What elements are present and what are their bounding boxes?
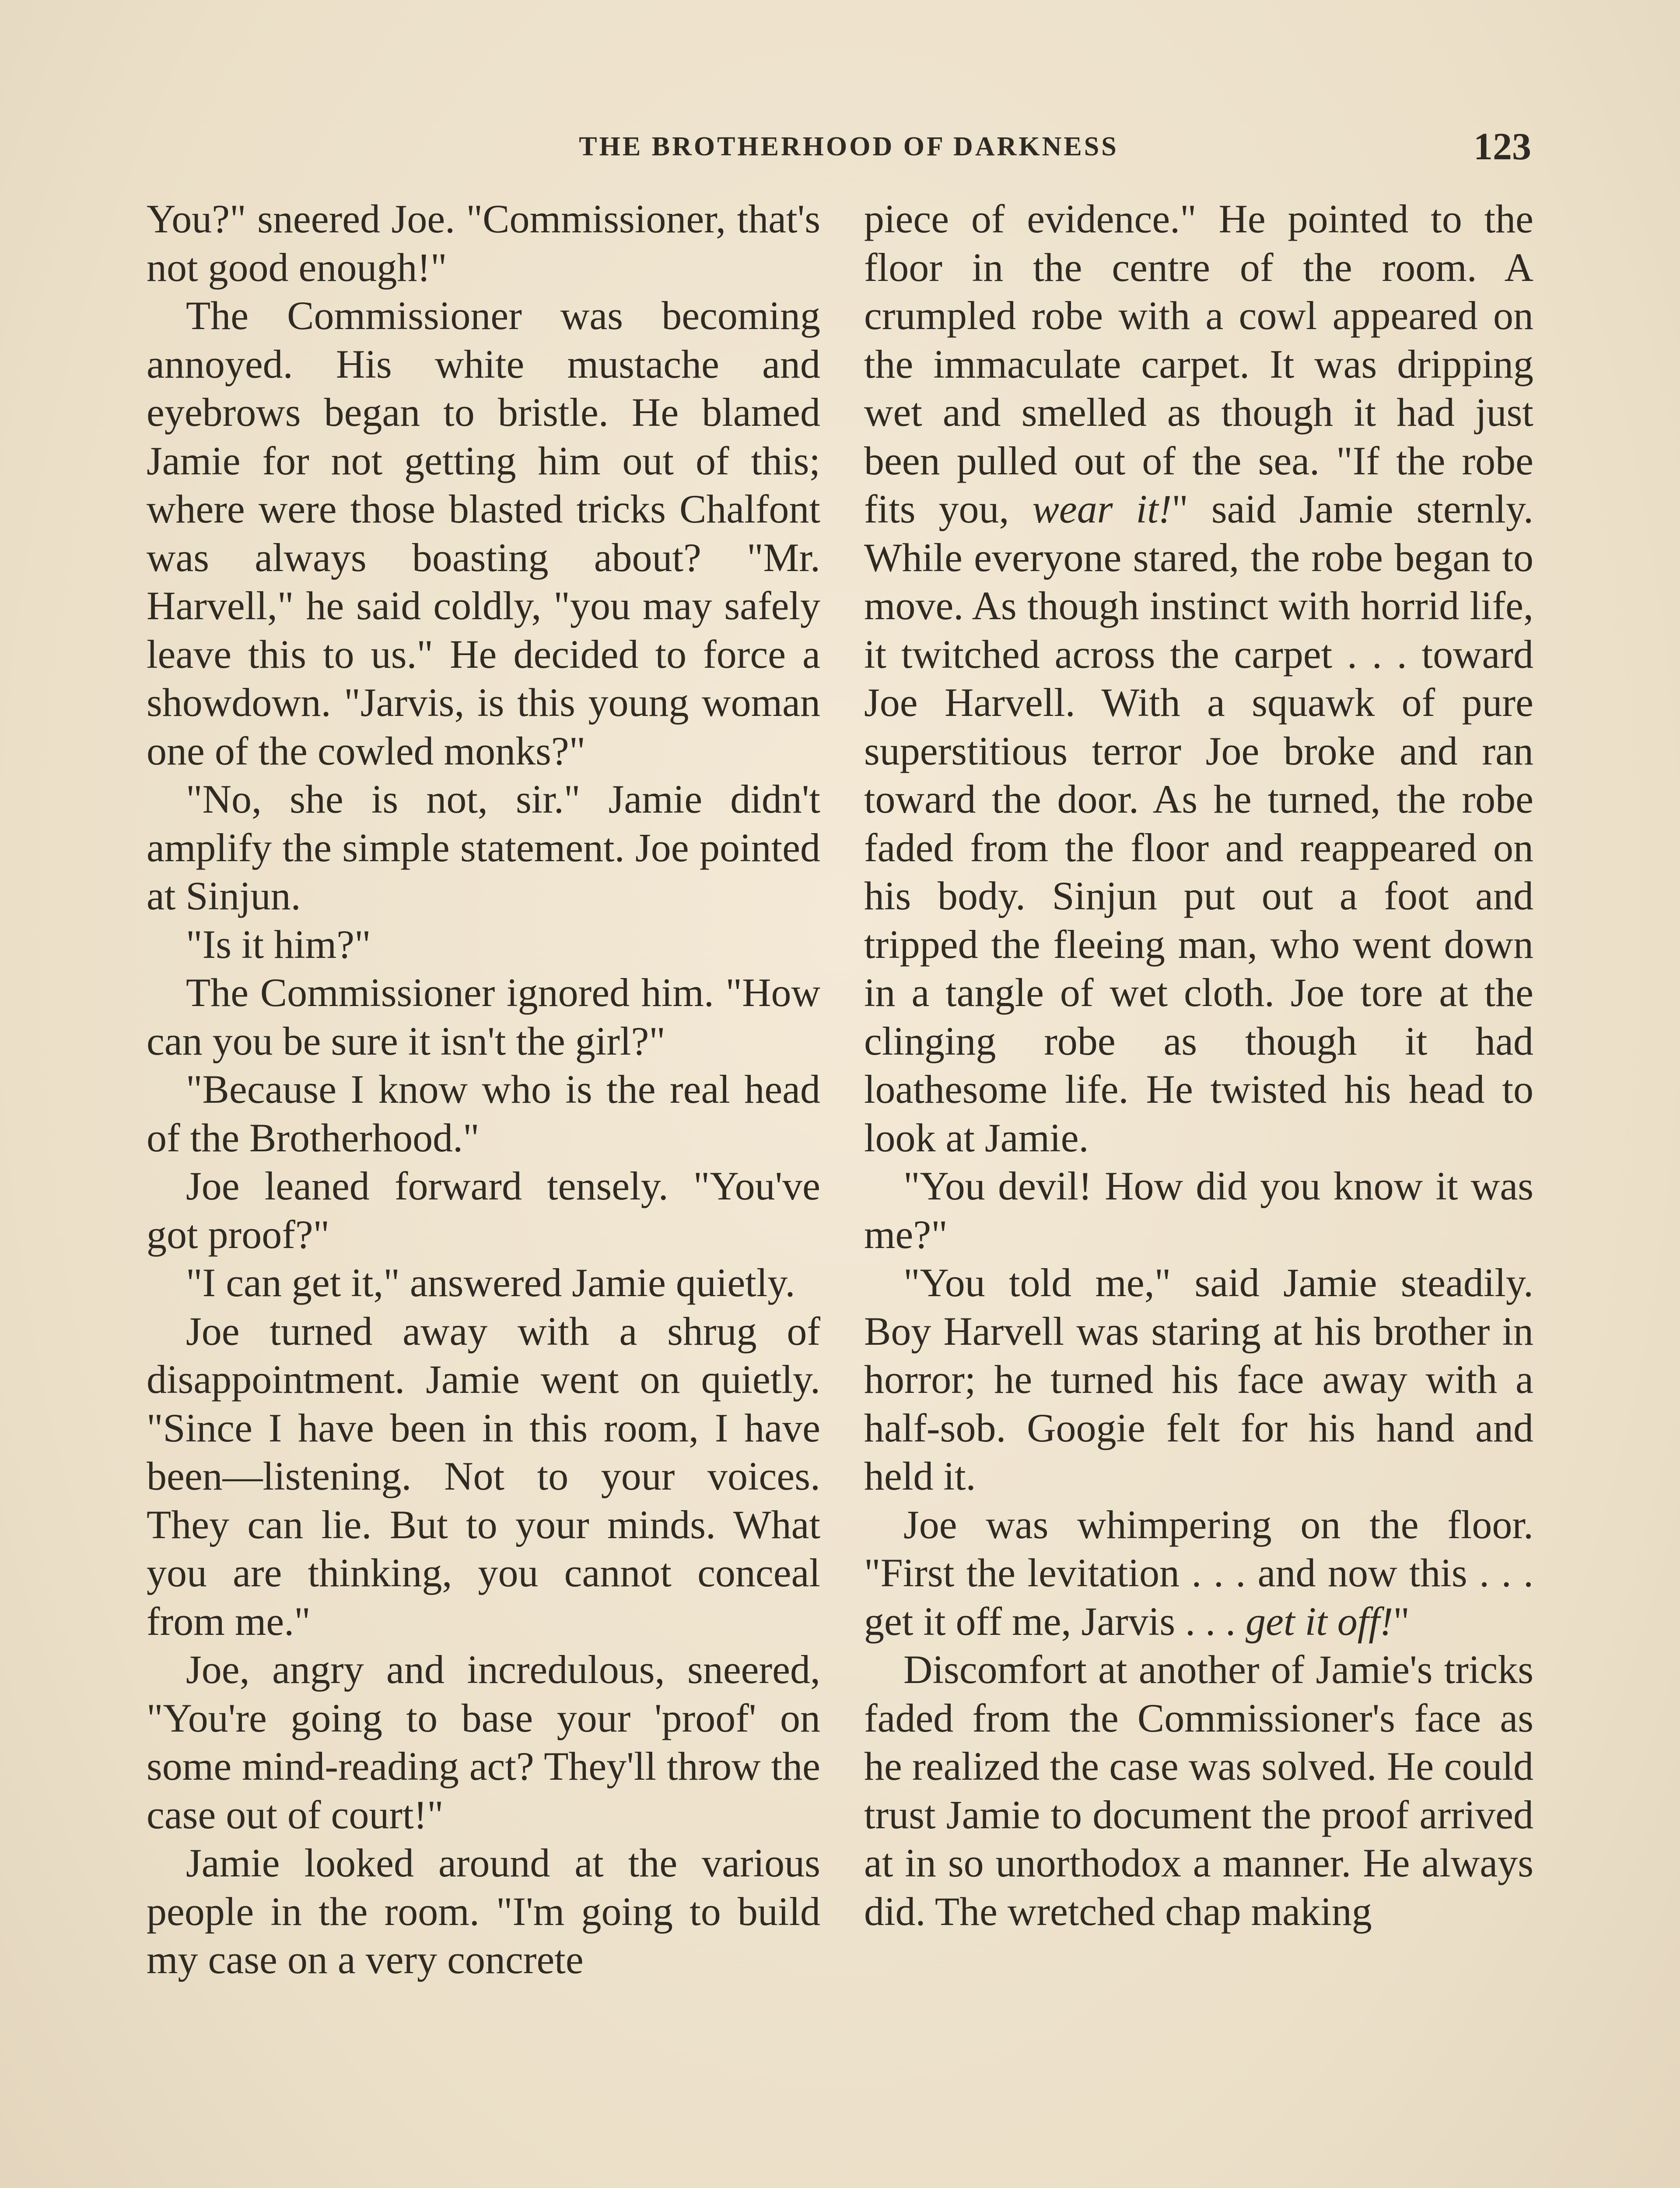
running-title: THE BROTHERHOOD OF DARKNESS [579,132,1119,161]
paragraph: The Commissioner ignored him. "How can you be sure it isn't the girl?" [147,970,820,1063]
paragraph: Jamie looked around at the various people in the room. "I'm going to build my case on a very concrete [147,1841,820,1982]
paragraph: "Is it him?" [186,922,371,967]
text-run: Joe was whimpering on the floor. "First the levitation . . . and now this . . . get it off me, Jarvis . . . [864,1502,1533,1644]
paragraph: "Because I know who is the real head of the Brotherhood." [147,1067,820,1160]
paragraph [864,1501,1533,1646]
paragraph: "You devil! How did you know it was me?" [864,1164,1533,1257]
text-run: " [1393,1599,1410,1644]
paragraph: Joe, angry and incredulous, sneered, "You're going to base your 'proof' on some mind-reading act? They'll throw the case out of court!" [147,1647,820,1837]
paragraph: You?" sneered Joe. "Commissioner, that's not good enough!" [147,196,820,290]
paragraph: The Commissioner was becoming annoyed. His white mustache and eyebrows began to bristle. He blamed Jamie for not getting him out of this; where were those blasted tricks Chalfont was always boasting about? "Mr. Harvell," he said coldly, "you may safely leave this to us." He decided to force a showdown. "Jarvis, is this young woman one of the cowled monks?" [147,293,820,773]
paragraph: "I can get it," answered Jamie quietly. [186,1260,795,1305]
left-text-column [147,195,820,1984]
italic-text: wear it! [1032,487,1172,531]
paragraph [864,195,1533,1162]
paragraph: "No, she is not, sir." Jamie didn't amplify the simple statement. Joe pointed at Sinjun. [147,777,820,918]
paragraph: "You told me," said Jamie steadily. Boy Harvell was staring at his brother in horror; he turned his face away with a half-sob. Googie felt for his hand and held it. [864,1260,1533,1498]
paragraph: Discomfort at another of Jamie's tricks faded from the Commissioner's face as he realized the case was solved. He could trust Jamie to document the proof arrived at in so unorthodox a manner. He always did. The wretched chap making [864,1647,1533,1934]
page-number: 123 [1474,126,1531,168]
text-run: piece of evidence." He pointed to the floor in the centre of the room. A crumpled robe with a cowl appeared on the immaculate carpet. It was dripping wet and smelled as though it had just been pulled out of the sea. "If the robe fits you, [864,196,1533,531]
text-run: " said Jamie sternly. While everyone stared, the robe began to move. As though instinct with horrid life, it twitched across the carpet . . . toward Joe Harvell. With a squawk of pure superstitious terror Joe broke and ran toward the door. As he turned, the robe faded from the floor and reappeared on his body. Sinjun put out a foot and tripped the fleeing man, who went down in a tangle of wet cloth. Joe tore at the clinging robe as though it had loathesome life. He twisted his head to look at Jamie. [864,487,1533,1160]
paragraph: Joe leaned forward tensely. "You've got proof?" [147,1164,820,1257]
paragraph: Joe turned away with a shrug of disappointment. Jamie went on quietly. "Since I have been in this room, I have been—listening. Not to your voices. They can lie. But to your minds. What you are thinking, you cannot conceal from me." [147,1308,820,1644]
italic-text: get it off! [1246,1599,1393,1644]
right-text-column [864,195,1533,1936]
